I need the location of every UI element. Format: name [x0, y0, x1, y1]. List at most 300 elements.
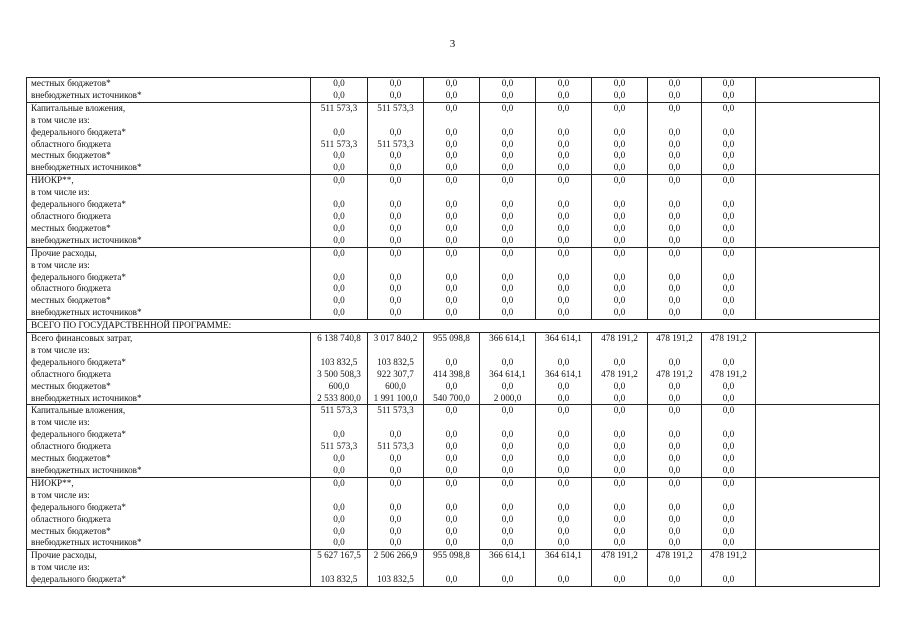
- value-cell: 0,0: [648, 175, 702, 187]
- value-cell: 0,0: [536, 357, 592, 369]
- value-cell: 0,0: [368, 211, 424, 223]
- value-cell: [311, 115, 368, 127]
- value-cell: 0,0: [480, 150, 536, 162]
- table-row: [27, 562, 880, 574]
- value-cell: 0,0: [311, 272, 368, 284]
- value-cell: 0,0: [702, 357, 756, 369]
- value-cell: [592, 562, 648, 574]
- value-cell: 0,0: [702, 223, 756, 235]
- value-cell: 0,0: [536, 139, 592, 151]
- value-cell: 0,0: [480, 453, 536, 465]
- table-row: [27, 537, 880, 549]
- value-cell: 0,0: [368, 162, 424, 174]
- value-cell: 0,0: [480, 405, 536, 417]
- row-label: внебюджетных источников*: [27, 393, 311, 405]
- value-cell: 0,0: [480, 127, 536, 139]
- value-cell: 0,0: [592, 502, 648, 514]
- value-cell: 0,0: [480, 247, 536, 259]
- value-cell: 364 614,1: [536, 333, 592, 345]
- table-row: [27, 477, 880, 489]
- value-cell: 478 191,2: [702, 333, 756, 345]
- row-label: местных бюджетов*: [27, 223, 311, 235]
- value-cell: 0,0: [648, 162, 702, 174]
- value-cell: 0,0: [536, 78, 592, 90]
- value-cell: 0,0: [702, 441, 756, 453]
- value-cell: 0,0: [480, 537, 536, 549]
- value-cell: [368, 115, 424, 127]
- value-cell: 0,0: [368, 90, 424, 102]
- value-cell: 0,0: [424, 357, 480, 369]
- empty-cell: [756, 211, 880, 223]
- value-cell: 0,0: [424, 405, 480, 417]
- value-cell: [311, 345, 368, 357]
- row-label: внебюджетных источников*: [27, 537, 311, 549]
- value-cell: 0,0: [480, 477, 536, 489]
- value-cell: 0,0: [311, 526, 368, 538]
- value-cell: [368, 187, 424, 199]
- table-row: [27, 175, 880, 187]
- value-cell: 511 573,3: [368, 405, 424, 417]
- value-cell: 0,0: [424, 441, 480, 453]
- value-cell: 3 017 840,2: [368, 333, 424, 345]
- value-cell: 0,0: [592, 102, 648, 114]
- value-cell: 0,0: [648, 537, 702, 549]
- value-cell: 0,0: [592, 162, 648, 174]
- row-label: федерального бюджета*: [27, 429, 311, 441]
- value-cell: 0,0: [702, 453, 756, 465]
- table-row: [27, 260, 880, 272]
- table-row: [27, 441, 880, 453]
- row-label: в том числе из:: [27, 260, 311, 272]
- value-cell: [648, 417, 702, 429]
- value-cell: [480, 490, 536, 502]
- row-label: внебюджетных источников*: [27, 307, 311, 319]
- value-cell: 478 191,2: [702, 369, 756, 381]
- value-cell: 0,0: [480, 502, 536, 514]
- empty-cell: [756, 223, 880, 235]
- empty-cell: [756, 272, 880, 284]
- value-cell: 0,0: [536, 211, 592, 223]
- value-cell: 0,0: [648, 405, 702, 417]
- value-cell: [424, 115, 480, 127]
- value-cell: 0,0: [702, 247, 756, 259]
- value-cell: 0,0: [702, 381, 756, 393]
- value-cell: [424, 260, 480, 272]
- value-cell: 0,0: [536, 295, 592, 307]
- value-cell: 0,0: [424, 272, 480, 284]
- value-cell: 0,0: [424, 502, 480, 514]
- value-cell: 0,0: [368, 526, 424, 538]
- value-cell: 0,0: [592, 465, 648, 477]
- value-cell: 0,0: [648, 139, 702, 151]
- value-cell: 0,0: [592, 307, 648, 319]
- value-cell: 0,0: [424, 307, 480, 319]
- row-label: Прочие расходы,: [27, 550, 311, 562]
- value-cell: 103 832,5: [311, 574, 368, 586]
- value-cell: 0,0: [368, 272, 424, 284]
- total-heading: ВСЕГО ПО ГОСУДАРСТВЕННОЙ ПРОГРАММЕ:: [27, 320, 880, 333]
- value-cell: 0,0: [480, 162, 536, 174]
- value-cell: 366 614,1: [480, 550, 536, 562]
- value-cell: [702, 562, 756, 574]
- value-cell: 0,0: [368, 295, 424, 307]
- empty-cell: [756, 514, 880, 526]
- value-cell: 3 500 508,3: [311, 369, 368, 381]
- value-cell: 2 533 800,0: [311, 393, 368, 405]
- empty-cell: [756, 90, 880, 102]
- value-cell: 0,0: [368, 453, 424, 465]
- value-cell: 0,0: [592, 150, 648, 162]
- value-cell: 0,0: [480, 78, 536, 90]
- page-number: 3: [449, 38, 456, 50]
- row-label: федерального бюджета*: [27, 199, 311, 211]
- value-cell: 0,0: [311, 211, 368, 223]
- value-cell: 0,0: [592, 199, 648, 211]
- value-cell: 0,0: [368, 429, 424, 441]
- row-label: в том числе из:: [27, 417, 311, 429]
- value-cell: [424, 490, 480, 502]
- value-cell: 103 832,5: [311, 357, 368, 369]
- value-cell: [311, 417, 368, 429]
- value-cell: [368, 490, 424, 502]
- value-cell: 0,0: [311, 537, 368, 549]
- table-row: [27, 211, 880, 223]
- value-cell: 0,0: [592, 357, 648, 369]
- empty-cell: [756, 417, 880, 429]
- value-cell: 0,0: [311, 247, 368, 259]
- table-row: [27, 162, 880, 174]
- value-cell: [311, 260, 368, 272]
- table-row: [27, 514, 880, 526]
- value-cell: 0,0: [702, 283, 756, 295]
- value-cell: 0,0: [424, 537, 480, 549]
- value-cell: 0,0: [592, 127, 648, 139]
- value-cell: 364 614,1: [536, 369, 592, 381]
- value-cell: 0,0: [368, 307, 424, 319]
- value-cell: 0,0: [702, 526, 756, 538]
- value-cell: 0,0: [480, 526, 536, 538]
- row-label: областного бюджета: [27, 211, 311, 223]
- value-cell: 0,0: [536, 477, 592, 489]
- value-cell: 0,0: [368, 127, 424, 139]
- value-cell: [648, 187, 702, 199]
- value-cell: 600,0: [368, 381, 424, 393]
- value-cell: 0,0: [311, 502, 368, 514]
- value-cell: 0,0: [536, 514, 592, 526]
- value-cell: 2 506 266,9: [368, 550, 424, 562]
- row-label: в том числе из:: [27, 115, 311, 127]
- value-cell: [648, 562, 702, 574]
- value-cell: 0,0: [592, 90, 648, 102]
- table-row: [27, 115, 880, 127]
- value-cell: 511 573,3: [311, 441, 368, 453]
- table-row: [27, 90, 880, 102]
- value-cell: [424, 562, 480, 574]
- value-cell: 0,0: [424, 514, 480, 526]
- value-cell: 511 573,3: [368, 102, 424, 114]
- value-cell: 0,0: [648, 78, 702, 90]
- value-cell: 0,0: [592, 514, 648, 526]
- value-cell: 0,0: [702, 514, 756, 526]
- value-cell: [702, 187, 756, 199]
- row-label: областного бюджета: [27, 369, 311, 381]
- value-cell: 511 573,3: [311, 139, 368, 151]
- value-cell: 0,0: [592, 272, 648, 284]
- table-row: [27, 526, 880, 538]
- value-cell: 478 191,2: [648, 333, 702, 345]
- value-cell: [368, 260, 424, 272]
- value-cell: 0,0: [368, 537, 424, 549]
- table-row: [27, 405, 880, 417]
- value-cell: 0,0: [424, 102, 480, 114]
- value-cell: 0,0: [311, 162, 368, 174]
- value-cell: 0,0: [311, 465, 368, 477]
- row-label: внебюджетных источников*: [27, 235, 311, 247]
- value-cell: 511 573,3: [368, 441, 424, 453]
- value-cell: [536, 187, 592, 199]
- value-cell: 0,0: [536, 453, 592, 465]
- value-cell: 414 398,8: [424, 369, 480, 381]
- value-cell: 0,0: [480, 307, 536, 319]
- table-row: [27, 187, 880, 199]
- value-cell: 0,0: [424, 429, 480, 441]
- value-cell: 0,0: [480, 235, 536, 247]
- value-cell: 103 832,5: [368, 574, 424, 586]
- value-cell: 511 573,3: [311, 405, 368, 417]
- value-cell: 0,0: [368, 78, 424, 90]
- empty-cell: [756, 307, 880, 319]
- value-cell: 478 191,2: [592, 369, 648, 381]
- row-label: внебюджетных источников*: [27, 90, 311, 102]
- value-cell: 0,0: [480, 211, 536, 223]
- empty-cell: [756, 115, 880, 127]
- value-cell: 364 614,1: [536, 550, 592, 562]
- value-cell: [480, 115, 536, 127]
- empty-cell: [756, 235, 880, 247]
- value-cell: 0,0: [311, 477, 368, 489]
- value-cell: 0,0: [480, 102, 536, 114]
- value-cell: 0,0: [424, 78, 480, 90]
- value-cell: 0,0: [424, 477, 480, 489]
- value-cell: 0,0: [648, 247, 702, 259]
- value-cell: 0,0: [368, 465, 424, 477]
- value-cell: [592, 187, 648, 199]
- value-cell: 0,0: [480, 90, 536, 102]
- value-cell: 0,0: [424, 235, 480, 247]
- value-cell: 0,0: [702, 502, 756, 514]
- row-label: местных бюджетов*: [27, 78, 311, 90]
- empty-cell: [756, 127, 880, 139]
- row-label: внебюджетных источников*: [27, 465, 311, 477]
- value-cell: [592, 490, 648, 502]
- value-cell: [368, 562, 424, 574]
- table-row: [27, 235, 880, 247]
- value-cell: [480, 562, 536, 574]
- value-cell: 1 991 100,0: [368, 393, 424, 405]
- row-label: местных бюджетов*: [27, 295, 311, 307]
- value-cell: [536, 345, 592, 357]
- empty-cell: [756, 477, 880, 489]
- table-row: [27, 357, 880, 369]
- value-cell: 0,0: [480, 272, 536, 284]
- value-cell: 0,0: [536, 199, 592, 211]
- value-cell: 0,0: [536, 429, 592, 441]
- value-cell: [536, 115, 592, 127]
- empty-cell: [756, 199, 880, 211]
- table-body: [27, 78, 880, 587]
- empty-cell: [756, 162, 880, 174]
- value-cell: 0,0: [648, 211, 702, 223]
- row-label: федерального бюджета*: [27, 272, 311, 284]
- value-cell: 0,0: [424, 211, 480, 223]
- value-cell: 0,0: [311, 150, 368, 162]
- value-cell: 0,0: [424, 175, 480, 187]
- value-cell: 0,0: [311, 175, 368, 187]
- value-cell: 0,0: [480, 139, 536, 151]
- value-cell: [424, 187, 480, 199]
- value-cell: 0,0: [311, 199, 368, 211]
- table-row: [27, 502, 880, 514]
- value-cell: 0,0: [648, 102, 702, 114]
- empty-cell: [756, 550, 880, 562]
- table-row-total-heading: [27, 320, 880, 333]
- value-cell: [648, 260, 702, 272]
- value-cell: 0,0: [368, 283, 424, 295]
- value-cell: 0,0: [592, 223, 648, 235]
- value-cell: 0,0: [536, 537, 592, 549]
- table-row: [27, 490, 880, 502]
- value-cell: [536, 490, 592, 502]
- empty-cell: [756, 369, 880, 381]
- value-cell: 0,0: [536, 90, 592, 102]
- table-row: [27, 199, 880, 211]
- value-cell: 0,0: [311, 90, 368, 102]
- empty-cell: [756, 139, 880, 151]
- value-cell: 0,0: [368, 477, 424, 489]
- table-row: [27, 465, 880, 477]
- value-cell: 0,0: [368, 175, 424, 187]
- value-cell: 0,0: [702, 405, 756, 417]
- value-cell: 364 614,1: [480, 369, 536, 381]
- value-cell: 0,0: [592, 78, 648, 90]
- value-cell: 0,0: [424, 139, 480, 151]
- value-cell: 0,0: [648, 90, 702, 102]
- value-cell: 0,0: [702, 272, 756, 284]
- value-cell: 0,0: [424, 295, 480, 307]
- value-cell: 0,0: [592, 574, 648, 586]
- value-cell: 0,0: [368, 235, 424, 247]
- value-cell: [536, 417, 592, 429]
- value-cell: 478 191,2: [702, 550, 756, 562]
- value-cell: 0,0: [368, 514, 424, 526]
- value-cell: 0,0: [424, 465, 480, 477]
- value-cell: 0,0: [592, 405, 648, 417]
- value-cell: 366 614,1: [480, 333, 536, 345]
- value-cell: 0,0: [424, 381, 480, 393]
- row-label: местных бюджетов*: [27, 150, 311, 162]
- empty-cell: [756, 405, 880, 417]
- empty-cell: [756, 526, 880, 538]
- value-cell: 0,0: [648, 453, 702, 465]
- value-cell: 0,0: [368, 502, 424, 514]
- value-cell: 0,0: [702, 90, 756, 102]
- value-cell: 0,0: [536, 307, 592, 319]
- value-cell: 0,0: [424, 223, 480, 235]
- value-cell: 0,0: [592, 393, 648, 405]
- row-label: Всего финансовых затрат,: [27, 333, 311, 345]
- value-cell: 103 832,5: [368, 357, 424, 369]
- value-cell: 0,0: [480, 283, 536, 295]
- value-cell: 478 191,2: [648, 550, 702, 562]
- value-cell: 0,0: [536, 574, 592, 586]
- value-cell: 0,0: [592, 526, 648, 538]
- value-cell: [480, 187, 536, 199]
- value-cell: 0,0: [592, 537, 648, 549]
- value-cell: 0,0: [702, 477, 756, 489]
- table-row: [27, 429, 880, 441]
- value-cell: 0,0: [648, 127, 702, 139]
- value-cell: [702, 345, 756, 357]
- value-cell: [592, 260, 648, 272]
- row-label: в том числе из:: [27, 490, 311, 502]
- value-cell: 0,0: [592, 139, 648, 151]
- value-cell: [648, 115, 702, 127]
- value-cell: 0,0: [702, 574, 756, 586]
- value-cell: 0,0: [702, 127, 756, 139]
- value-cell: 0,0: [536, 223, 592, 235]
- value-cell: 540 700,0: [424, 393, 480, 405]
- table-row: [27, 139, 880, 151]
- table-row: [27, 333, 880, 345]
- value-cell: 5 627 167,5: [311, 550, 368, 562]
- row-label: Прочие расходы,: [27, 247, 311, 259]
- value-cell: 0,0: [424, 127, 480, 139]
- empty-cell: [756, 537, 880, 549]
- value-cell: 0,0: [368, 247, 424, 259]
- empty-cell: [756, 333, 880, 345]
- value-cell: 0,0: [648, 514, 702, 526]
- value-cell: 0,0: [648, 393, 702, 405]
- value-cell: 0,0: [592, 283, 648, 295]
- value-cell: [702, 260, 756, 272]
- row-label: Капитальные вложения,: [27, 405, 311, 417]
- value-cell: 0,0: [702, 139, 756, 151]
- empty-cell: [756, 574, 880, 586]
- value-cell: 511 573,3: [311, 102, 368, 114]
- empty-cell: [756, 357, 880, 369]
- table-row: [27, 102, 880, 114]
- row-label: Капитальные вложения,: [27, 102, 311, 114]
- value-cell: 0,0: [648, 235, 702, 247]
- row-label: внебюджетных источников*: [27, 162, 311, 174]
- empty-cell: [756, 78, 880, 90]
- table-row: [27, 272, 880, 284]
- row-label: НИОКР**,: [27, 175, 311, 187]
- row-label: федерального бюджета*: [27, 502, 311, 514]
- row-label: федерального бюджета*: [27, 127, 311, 139]
- empty-cell: [756, 102, 880, 114]
- value-cell: 0,0: [536, 393, 592, 405]
- empty-cell: [756, 150, 880, 162]
- value-cell: 0,0: [702, 175, 756, 187]
- empty-cell: [756, 465, 880, 477]
- table-row: [27, 247, 880, 259]
- value-cell: 0,0: [311, 223, 368, 235]
- table-row: [27, 453, 880, 465]
- value-cell: 0,0: [480, 381, 536, 393]
- value-cell: 0,0: [480, 514, 536, 526]
- value-cell: 0,0: [592, 295, 648, 307]
